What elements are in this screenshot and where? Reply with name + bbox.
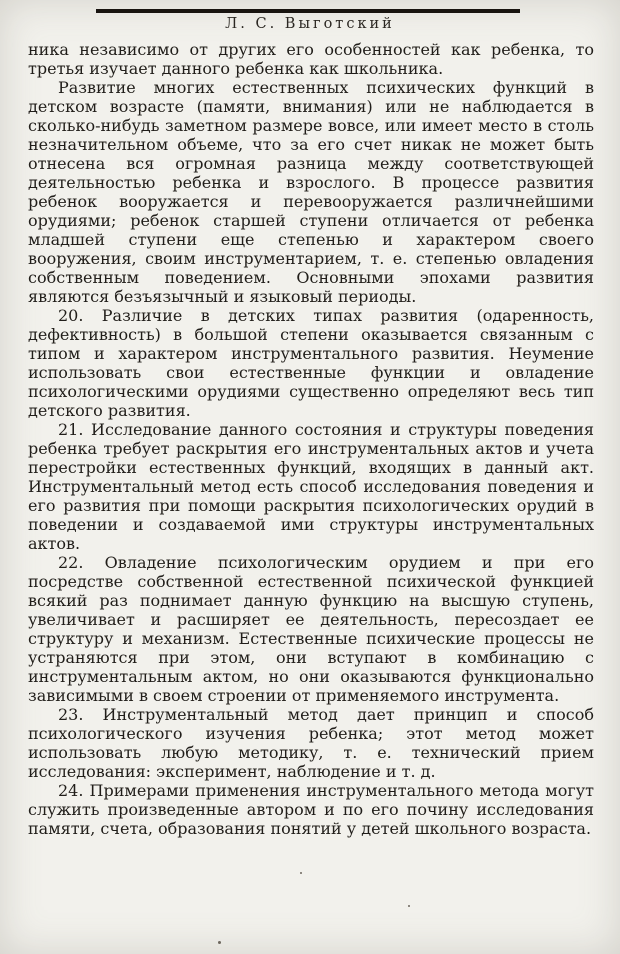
paragraph-thesis-20: 20. Различие в детских типах развития (одаренность, дефективность) в большой степени оказывается связанным с типом и характером инструментального развития. Неумение использовать свои естественные функции и овладение психологическими орудиями существенно определяют весь тип детского развития. — [28, 306, 594, 420]
body-text — [28, 40, 594, 838]
paragraph-thesis-22: 22. Овладение психологическим орудием и при его посредстве собственной естественной психической функцией всякий раз поднимает данную функцию на высшую ступень, увеличивает и расширяет ее деятельность, пересоздает ее структуру и механизм. Естественные психические процессы не устраняются при этом, они вступают в комбинацию с инструментальным актом, но они оказываются функционально зависимыми в своем строении от применяемого инструмента. — [28, 553, 594, 705]
scan-speck — [408, 905, 410, 907]
paragraph-thesis-21: 21. Исследование данного состояния и структуры поведения ребенка требует раскрытия его инструментальных актов и учета перестройки естественных функций, входящих в данный акт. Инструментальный метод есть способ исследования поведения и его развития при помощи раскрытия психологических орудий в поведении и создаваемой ими структуры инструментальных актов. — [28, 420, 594, 553]
scan-speck — [218, 941, 221, 944]
scan-speck — [300, 872, 302, 874]
header-rule — [96, 9, 520, 13]
paragraph-thesis-24: 24. Примерами применения инструментального метода могут служить произведенные автором и по его почину исследования памяти, счета, образования понятий у детей школьного возраста. — [28, 781, 594, 838]
paragraph-continuation: ника независимо от других его особенностей как ребенка, то третья изучает данного ребенка как школьника. — [28, 40, 594, 78]
paragraph-thesis-23: 23. Инструментальный метод дает принцип и способ психологического изучения ребенка; этот метод может использовать любую методику, т. е. технический прием исследования: эксперимент, наблюдение и т. д. — [28, 705, 594, 781]
running-header-author: Л. С. Выготский — [225, 16, 395, 32]
paragraph: Развитие многих естественных психических функций в детском возрасте (памяти, внимания) или не наблюдается в сколько-нибудь заметном размере вовсе, или имеет место в столь незначительном объеме, что за его счет никак не может быть отнесена вся огромная разница между соответствующей деятельностью ребенка и взрослого. В процессе развития ребенок вооружается и перевооружается различнейшими орудиями; ребенок старшей ступени отличается от ребенка младшей ступени еще степенью и характером своего вооружения, своим инструментарием, т. е. степенью овладения собственным поведением. Основными эпохами развития являются безъязычный и языковый периоды. — [28, 78, 594, 306]
